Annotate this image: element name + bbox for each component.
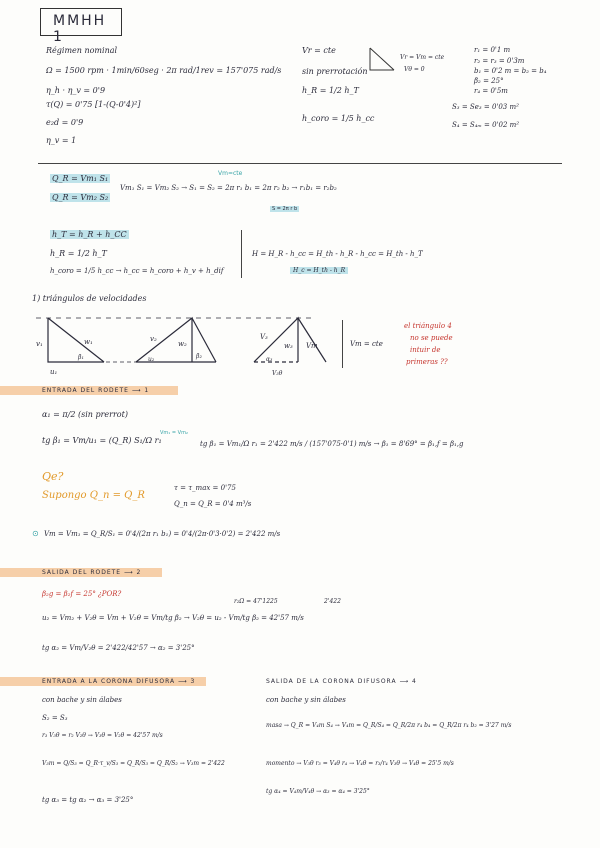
section-1-title: ENTRADA DEL RODETE ⟶ 1 (42, 387, 150, 394)
sin-prerrotacion: sin prerrotación (302, 67, 368, 76)
small-triangle-diagram (368, 46, 398, 72)
vm-brace (342, 320, 343, 368)
q2-equation: Q_R = Vm₂ S₂ (52, 193, 109, 202)
note-line-1: el triángulo 4 (404, 322, 452, 330)
s-note: S = 2π r b (272, 206, 298, 212)
w1-label: w₁ (84, 338, 93, 346)
section-4-title: SALIDA DE LA CORONA DIFUSORA ⟶ 4 (266, 678, 417, 685)
tg-alpha2-equation: tg α₂ = Vm/V₂θ = 2'422/42'57 → α₂ = 3'25° (42, 644, 195, 652)
section-2-title: SALIDA DEL RODETE ⟶ 2 (42, 569, 142, 576)
triangle-note-1: Vr = Vm = cte (400, 54, 445, 61)
r2r3-value: r₂ = r₃ = 0'3m (474, 57, 525, 65)
omega-equation: Ω = 1500 rpm · 1min/60seg · 2π rad/1rev = 157'075 rad/s (46, 66, 282, 75)
supongo-line: Supongo Q_n = Q_R (42, 490, 145, 501)
qn-value: Q_n = Q_R = 0'4 m³/s (174, 500, 252, 508)
eta-equation: η_h · η_v = 0'9 (46, 86, 106, 95)
regime-label: Régimen nominal (46, 46, 118, 55)
w2-label: w₂ (178, 340, 187, 348)
beta1-result: tg β₁ = Vm₁/Ω r₁ = 2'422 m/s / (157'075·0'1) m/s → β₁ = 8'69° = β₁,f = β₁,g (200, 440, 464, 448)
beta1-label: β₁ (78, 354, 84, 361)
vm-equation: Vm = Vm₁ = Q_R/S₁ = 0'4/(2π r₁ b₁) = 0'4/(2π·0'3·0'2) = 2'422 m/s (44, 530, 281, 538)
tg-alpha3-equation: tg α₃ = tg α₂ → α₃ = 3'25° (42, 796, 134, 804)
v1-label: v₁ (36, 340, 43, 348)
hcoro-equation: h_coro = 1/5 h_cc (302, 114, 375, 123)
note-line-2: no se puede (410, 334, 453, 342)
v3theta-label: V₃θ (272, 370, 283, 377)
vm-cte-label: Vm = cte (350, 340, 383, 348)
q1-equation: Q_R = Vm₁ S₁ (52, 174, 109, 183)
tg-beta1-equation: tg β₁ = Vm/u₁ = (Q_R) S₁/Ω r₁ (42, 436, 162, 445)
note-line-4: primeras ?? (406, 358, 448, 366)
momento-equation: momento → V₃θ r₃ = V₄θ r₄ → V₄θ = r₃/r₄ V₃θ → V₄θ = 25'5 m/s (266, 760, 454, 767)
beta2-line: β₂g = β₂f = 25° ¿POR? (42, 590, 122, 598)
u2-equation: u₂ = Vm₂ + V₂θ = Vm + V₂θ = Vm/tg β₂ → V₂θ = u₂ - Vm/tg β₂ = 42'57 m/s (42, 614, 304, 622)
vm-cte-note: Vm=cte (218, 170, 243, 177)
tau-max: τ = τ_max = 0'75 (174, 484, 236, 492)
eta-v-equation: η_v = 1 (46, 136, 77, 145)
h2-equation: h_R = 1/2 h_T (50, 249, 107, 258)
u2-label: u₂ (148, 356, 155, 363)
alpha1-equation: α₁ = π/2 (sin prerrot) (42, 410, 128, 419)
hr-equation: h_R = 1/2 h_T (302, 86, 359, 95)
h1-equation: h_T = h_R + h_CC (52, 230, 127, 239)
h3-equation: h_coro = 1/5 h_cc → h_cc = h_coro + h_v + h_dif (50, 267, 224, 275)
masa-equation: masa → Q_R = V₄m S₄ → V₄m = Q_R/S₄ = Q_R/2π r₄ b₄ = Q_R/2π r₄ b₂ = 3'27 m/s (266, 722, 512, 729)
triangles-heading: 1) triángulos de velocidades (32, 294, 147, 303)
tau-equation: τ(Q) = 0'75 [1-(Q-0'4)²] (46, 100, 141, 109)
vr-cte: Vr = cte (302, 46, 336, 55)
circled-marker: ⊙ (32, 529, 39, 538)
v3m-equation: V₃m = Q/S₃ = Q_R·τ_v/S₃ = Q_R/S₃ = Q_R/S₂ → V₃m = 2'422 (42, 760, 225, 767)
brace-line (241, 230, 242, 278)
continuity-equation: Vm₁ S₁ = Vm₂ S₂ → S₁ = S₂ = 2π r₁ b₁ = 2π r₂ b₂ → r₁b₁ = r₂b₂ (120, 184, 337, 192)
e2d-equation: e₂d = 0'9 (46, 118, 84, 127)
beta-value: β̄₂ = 25° (474, 77, 504, 85)
page-title: MMHH 1 (53, 13, 107, 45)
page-title-box (40, 8, 122, 45)
s3-value: S₃ = Se₃ = 0'03 m² (452, 103, 519, 111)
v2-label: v₂ (150, 335, 157, 343)
w3-label: w₃ (284, 342, 293, 350)
beta2-label: β₂ (196, 353, 202, 360)
vm-label: Vm (306, 342, 318, 350)
sec4-con: con bache y sin álabes (266, 696, 346, 704)
value-2422: 2'422 (324, 598, 341, 605)
r2-omega-value: r₂Ω = 47'1225 (234, 598, 278, 605)
u1-label: u₁ (50, 368, 58, 376)
vm-note: Vm₁ = Vm₂ (160, 430, 188, 436)
r4-value: r₄ = 0'5m (474, 87, 508, 95)
triangle-note-2: Vθ = 0 (404, 66, 425, 73)
section-3-title: ENTRADA A LA CORONA DIFUSORA ⟶ 3 (42, 678, 196, 685)
qe-question: Qe? (42, 470, 64, 483)
alpha3-label: α₃ (266, 356, 273, 363)
r3v3-equation: r₃ V₃θ = r₂ V₂θ → V₃θ = V₂θ = 42'57 m/s (42, 732, 163, 739)
h-note: H_c = H_th - h_R (290, 267, 348, 274)
r1-value: r₁ = 0'1 m (474, 46, 511, 54)
sec3-con: con bache y sin álabes (42, 696, 122, 704)
note-line-3: intuir de (410, 346, 441, 354)
s4-value: S₄ = S₄ₘ = 0'02 m² (452, 121, 520, 129)
tg-alpha4-equation: tg α₄ = V₄m/V₄θ → α₃ = α₄ = 3'25° (266, 788, 370, 795)
divider-1 (38, 163, 562, 164)
s2-s3: S₂ = S₃ (42, 714, 68, 722)
v3-label: V₃ (260, 333, 268, 341)
h-big-equation: H = H_R - h_cc = H_th - h_R - h_cc = H_th - h_T (252, 250, 423, 258)
b-value: b₁ = 0'2 m = b₂ = b₄ (474, 67, 547, 75)
